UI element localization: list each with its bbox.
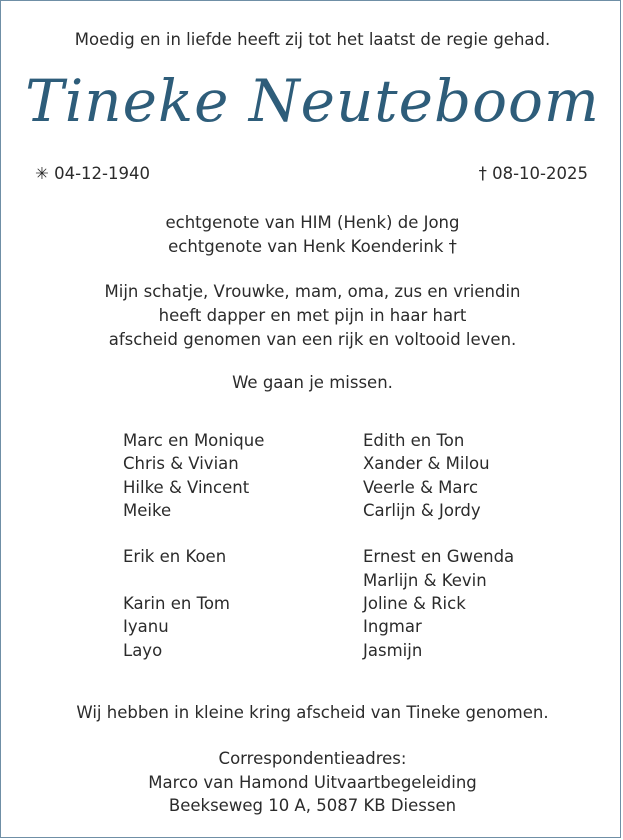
family-entry: Veerle & Marc <box>363 477 479 497</box>
family-entry: Jasmijn <box>363 640 423 660</box>
family-entry: Carlijn & Jordy <box>363 500 481 520</box>
birth-date: ✳ 04-12-1940 <box>35 164 150 183</box>
private-farewell-note: Wij hebben in kleine kring afscheid van Tineke genomen. <box>76 703 549 722</box>
message-line: Mijn schatje, Vrouwke, mam, oma, zus en vriendin <box>104 282 521 301</box>
death-date: † 08-10-2025 <box>478 164 588 183</box>
message-line: afscheid genomen van een rijk en voltooid leven. <box>108 330 517 349</box>
family-list-right <box>363 429 514 662</box>
address-line: Marco van Hamond Uitvaartbegeleiding <box>148 772 477 792</box>
family-spacer <box>123 569 264 592</box>
family-entry: Iyanu <box>123 617 169 637</box>
family-entry: Xander & Milou <box>363 454 490 474</box>
family-spacer <box>363 522 514 545</box>
family-entry: Joline & Rick <box>363 594 466 614</box>
address-line: Correspondentieadres: <box>218 749 407 768</box>
family-entry: Meike <box>123 500 172 520</box>
family-entry: Ernest en Gwenda <box>363 547 515 567</box>
family-spacer <box>123 522 264 545</box>
family-entry: Marc en Monique <box>123 431 265 450</box>
spouse-line: echtgenote van HIM (Henk) de Jong <box>165 213 460 232</box>
message-line: heeft dapper en met pijn in haar hart <box>158 306 467 325</box>
family-entry: Chris & Vivian <box>123 454 239 474</box>
missing-text: We gaan je missen. <box>232 373 393 392</box>
family-entry: Marlijn & Kevin <box>363 570 487 590</box>
address-line: Beekseweg 10 A, 5087 KB Diessen <box>168 796 457 815</box>
family-entry: Edith en Ton <box>363 431 465 450</box>
family-entry: Layo <box>123 640 163 660</box>
family-entry: Karin en Tom <box>123 594 231 614</box>
correspondence-address <box>1 747 623 818</box>
intro-text: Moedig en in liefde heeft zij tot het laatst de regie gehad. <box>74 30 551 49</box>
family-entry: Erik en Koen <box>123 547 227 567</box>
deceased-name: Tineke Neuteboom <box>25 67 600 135</box>
spouses <box>1 211 623 259</box>
family-entry: Hilke & Vincent <box>123 477 250 497</box>
spouse-line: echtgenote van Henk Koenderink † <box>168 237 457 256</box>
family-entry: Ingmar <box>363 617 422 637</box>
farewell-message <box>1 280 623 352</box>
family-list-left <box>123 429 264 662</box>
